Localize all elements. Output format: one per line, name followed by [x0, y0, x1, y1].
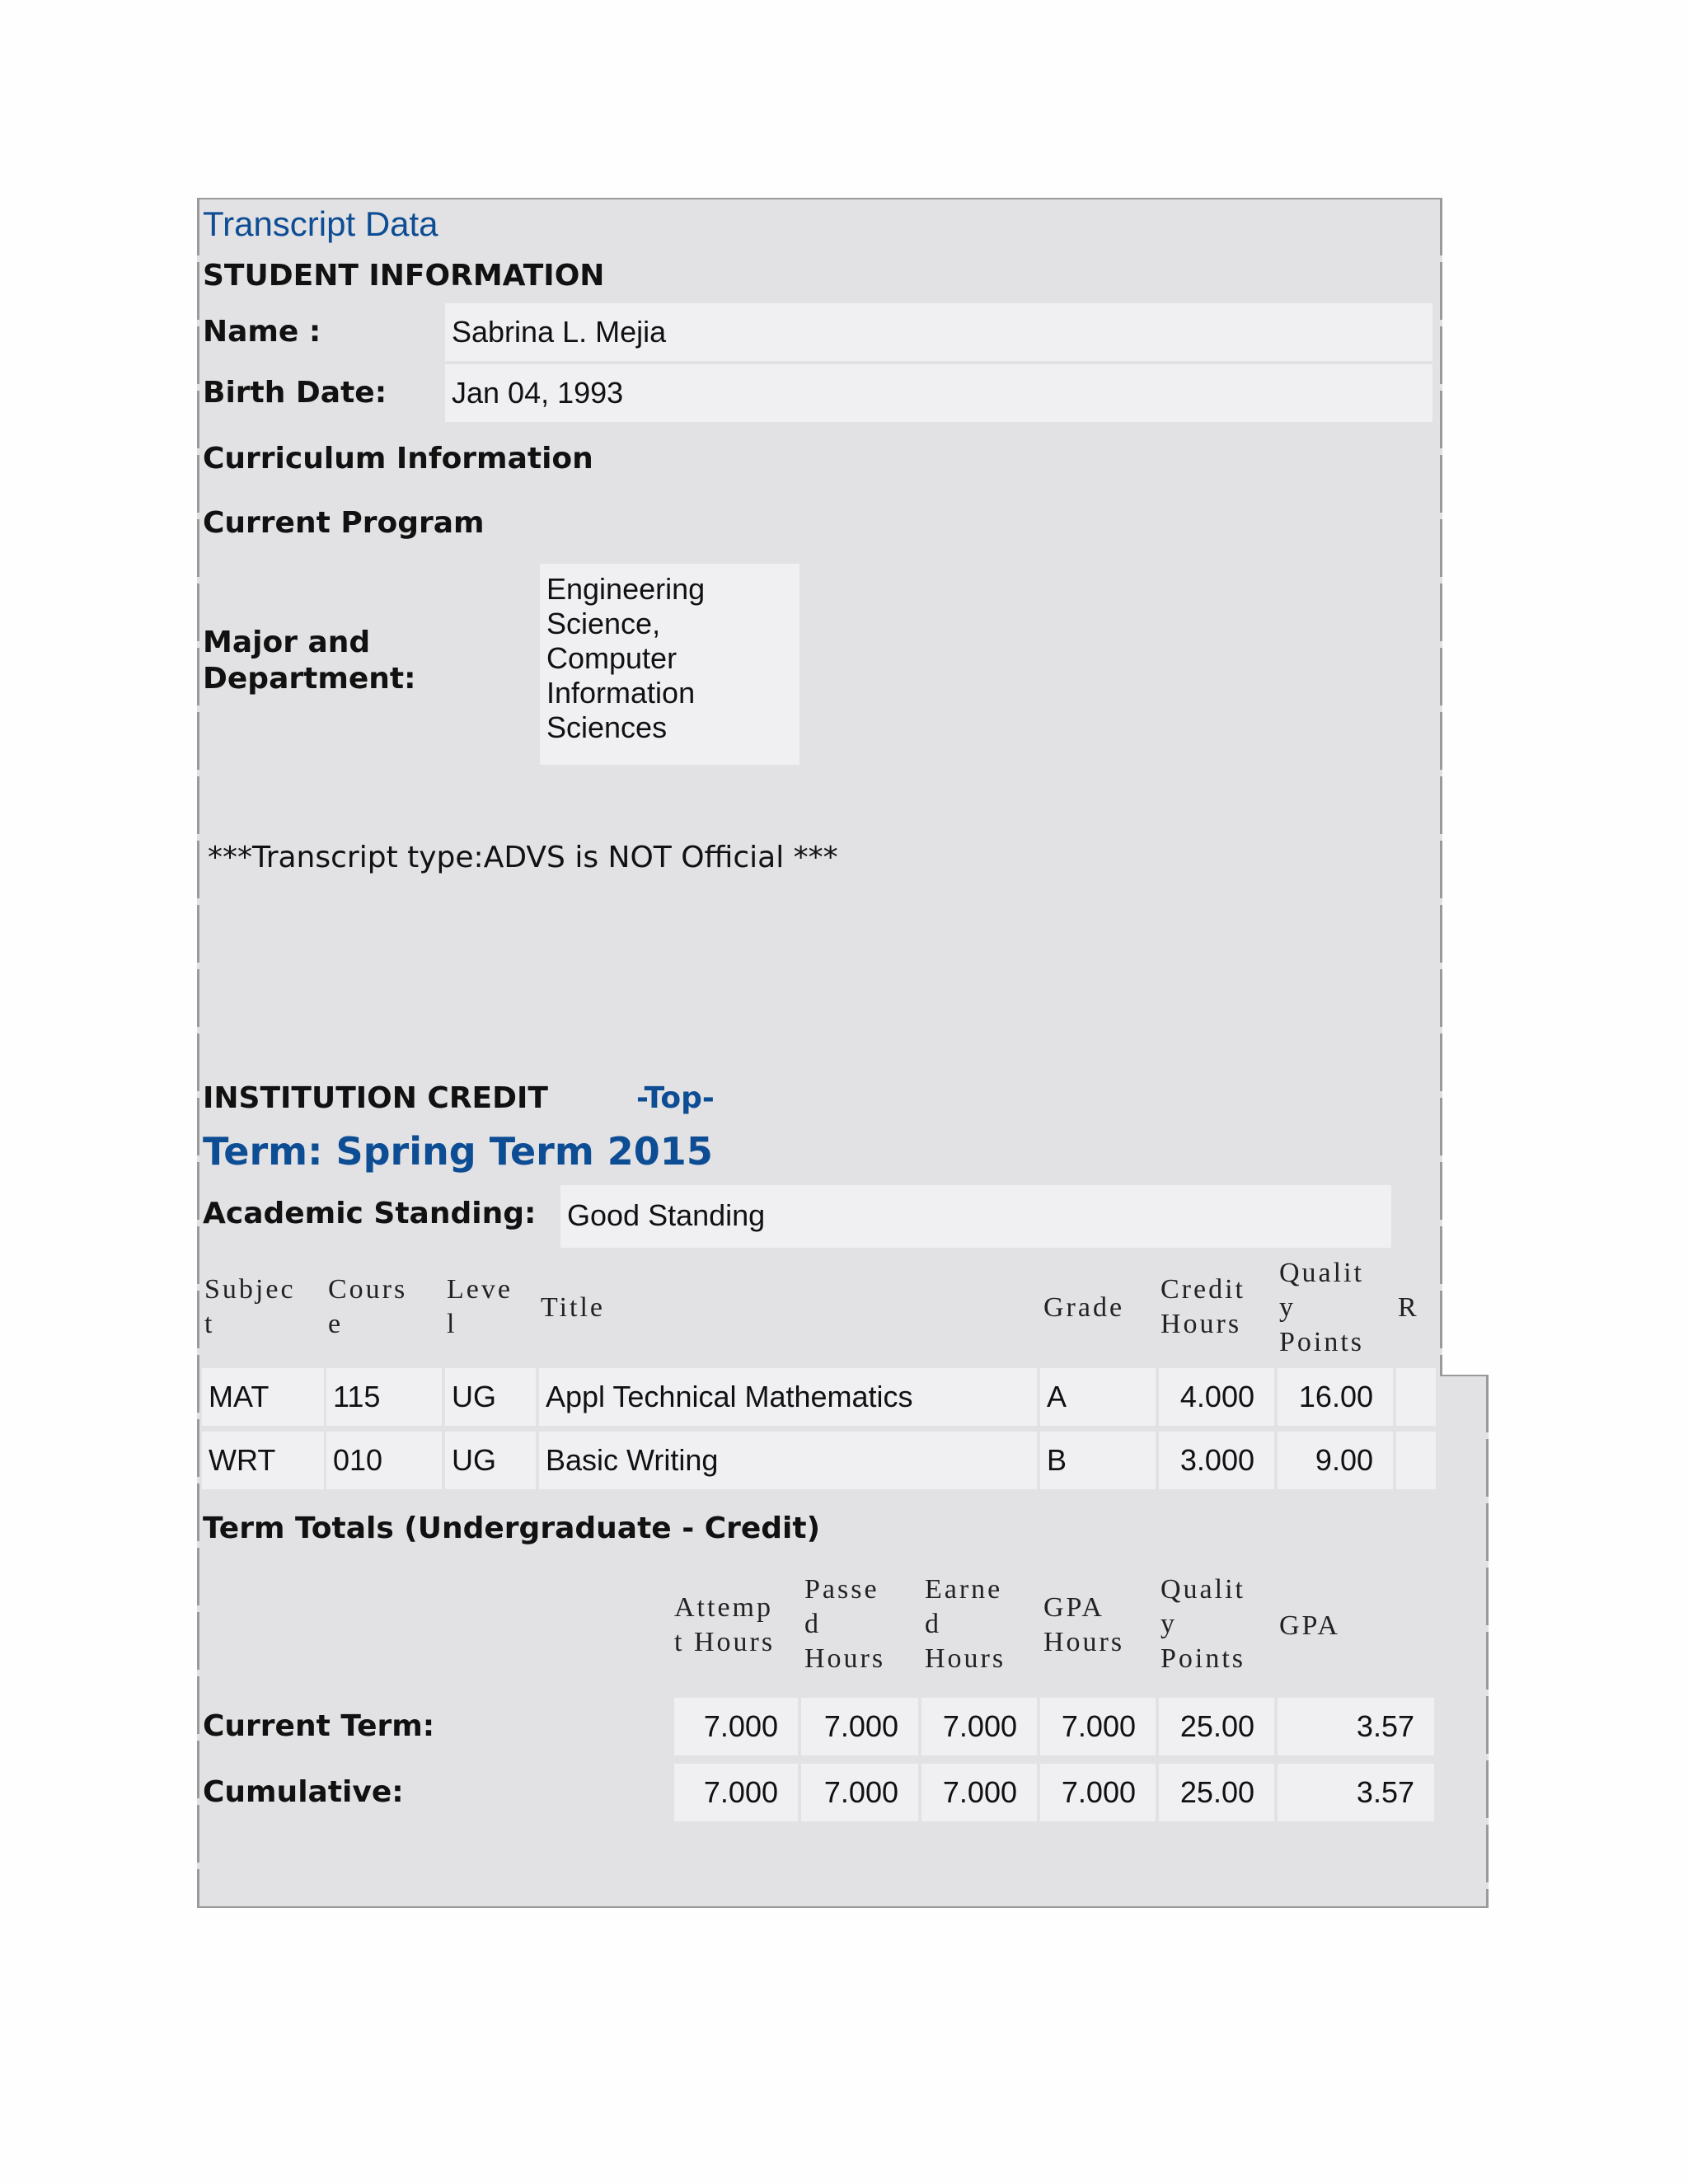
- panel-border-left: [197, 198, 199, 1908]
- header-line: d: [925, 1609, 941, 1639]
- totals-header-attempt-hours: [674, 1591, 775, 1660]
- student-info-heading: STUDENT INFORMATION: [203, 259, 605, 293]
- totals-header-gpa-hours: [1043, 1591, 1124, 1660]
- panel-border-right-lower: [1486, 1375, 1489, 1908]
- totals-cell: 25.00: [1159, 1698, 1274, 1755]
- panel-extension: [1441, 1375, 1488, 1908]
- major-value-line: Science,: [546, 607, 661, 640]
- totals-cell: 7.000: [1040, 1698, 1156, 1755]
- totals-row-label: Current Term:: [203, 1709, 435, 1743]
- totals-cell: 3.57: [1278, 1698, 1434, 1755]
- header-line: R: [1398, 1292, 1419, 1323]
- academic-standing-value: Good Standing: [567, 1198, 766, 1232]
- term-title: Term: Spring Term 2015: [203, 1129, 713, 1174]
- col-header-subject: [204, 1272, 296, 1342]
- academic-standing-label: Academic Standing:: [203, 1197, 537, 1230]
- cell-level: UG: [445, 1368, 536, 1426]
- cell-course: 010: [326, 1432, 442, 1489]
- col-header-title: [541, 1291, 605, 1325]
- header-line: Qualit: [1279, 1258, 1364, 1288]
- birth-date-label: Birth Date:: [203, 376, 387, 410]
- header-line: Earne: [925, 1574, 1003, 1605]
- header-line: Points: [1160, 1643, 1246, 1674]
- header-line: e: [328, 1309, 344, 1339]
- header-line: Leve: [447, 1274, 513, 1305]
- header-line: Hours: [1043, 1627, 1125, 1657]
- major-label-line-2: Department:: [203, 662, 416, 696]
- header-line: l: [447, 1309, 457, 1339]
- cell-quality-points: 16.00: [1278, 1368, 1393, 1426]
- totals-cell: 7.000: [674, 1764, 798, 1821]
- header-line: Passe: [804, 1574, 879, 1605]
- current-program-heading: Current Program: [203, 506, 485, 540]
- cell-grade: A: [1040, 1368, 1156, 1426]
- col-header-credit-hours: [1160, 1272, 1245, 1342]
- major-value-box: [540, 564, 799, 765]
- header-line: y: [1279, 1292, 1296, 1323]
- header-line: GPA: [1043, 1592, 1104, 1623]
- major-value: [546, 572, 705, 745]
- header-line: Points: [1279, 1327, 1365, 1357]
- cell-subject: MAT: [202, 1368, 324, 1426]
- cell-credit-hours: 3.000: [1159, 1432, 1274, 1489]
- col-header-course: [328, 1272, 407, 1342]
- panel-border-right: [1440, 198, 1442, 1376]
- totals-header-passed-hours: [804, 1572, 885, 1676]
- transcript-notice: ***Transcript type:ADVS is NOT Official ***: [208, 841, 838, 874]
- header-line: Subjec: [204, 1274, 296, 1305]
- header-line: t: [204, 1309, 215, 1339]
- totals-row-label: Cumulative:: [203, 1775, 404, 1809]
- totals-cell: 7.000: [801, 1698, 918, 1755]
- header-line: GPA: [1279, 1610, 1340, 1641]
- header-line: Grade: [1043, 1292, 1125, 1323]
- header-line: t Hours: [674, 1627, 776, 1657]
- cell-r: [1396, 1432, 1436, 1489]
- major-value-line: Computer: [546, 641, 678, 675]
- col-header-quality-points: [1279, 1256, 1364, 1360]
- col-header-level: [447, 1272, 513, 1342]
- totals-header-earned-hours: [925, 1572, 1006, 1676]
- col-header-grade: [1043, 1291, 1124, 1325]
- header-line: Hours: [925, 1643, 1006, 1674]
- cell-title: Basic Writing: [539, 1432, 1037, 1489]
- totals-header-gpa: [1279, 1609, 1340, 1643]
- cell-level: UG: [445, 1432, 536, 1489]
- name-label: Name :: [203, 315, 321, 349]
- birth-date-value-box: [445, 364, 1432, 422]
- header-line: Attemp: [674, 1592, 773, 1623]
- name-value-box: [445, 303, 1432, 361]
- cell-grade: B: [1040, 1432, 1156, 1489]
- totals-cell: 25.00: [1159, 1764, 1274, 1821]
- totals-cell: 3.57: [1278, 1764, 1434, 1821]
- header-line: Title: [541, 1292, 606, 1323]
- major-value-line: Sciences: [546, 710, 668, 744]
- major-value-line: Engineering: [546, 572, 706, 606]
- header-line: Hours: [1160, 1309, 1242, 1339]
- totals-cell: 7.000: [1040, 1764, 1156, 1821]
- header-line: y: [1160, 1609, 1177, 1639]
- major-label-line-1: Major and: [203, 626, 371, 659]
- header-line: Credit: [1160, 1274, 1245, 1305]
- cell-quality-points: 9.00: [1278, 1432, 1393, 1489]
- cell-r: [1396, 1368, 1436, 1426]
- term-totals-heading: Term Totals (Undergraduate - Credit): [203, 1511, 821, 1545]
- curriculum-heading: Curriculum Information: [203, 442, 593, 476]
- totals-cell: 7.000: [801, 1764, 918, 1821]
- cell-subject: WRT: [202, 1432, 324, 1489]
- header-line: d: [804, 1609, 821, 1639]
- top-link[interactable]: -Top-: [636, 1081, 715, 1115]
- header-line: Cours: [328, 1274, 408, 1305]
- page-title: Transcript Data: [203, 204, 438, 243]
- cell-course: 115: [326, 1368, 442, 1426]
- col-header-r: [1398, 1291, 1419, 1325]
- institution-credit-heading: INSTITUTION CREDIT: [203, 1081, 548, 1115]
- cell-title: Appl Technical Mathematics: [539, 1368, 1037, 1426]
- academic-standing-box: [560, 1185, 1391, 1248]
- totals-cell: 7.000: [921, 1698, 1037, 1755]
- cell-credit-hours: 4.000: [1159, 1368, 1274, 1426]
- birth-date-value: Jan 04, 1993: [452, 376, 624, 410]
- header-line: Hours: [804, 1643, 886, 1674]
- totals-header-quality-points: [1160, 1572, 1245, 1676]
- totals-cell: 7.000: [674, 1698, 798, 1755]
- totals-cell: 7.000: [921, 1764, 1037, 1821]
- major-label: [203, 625, 416, 697]
- header-line: Qualit: [1160, 1574, 1245, 1605]
- major-value-line: Information: [546, 676, 696, 710]
- name-value: Sabrina L. Mejia: [452, 315, 667, 349]
